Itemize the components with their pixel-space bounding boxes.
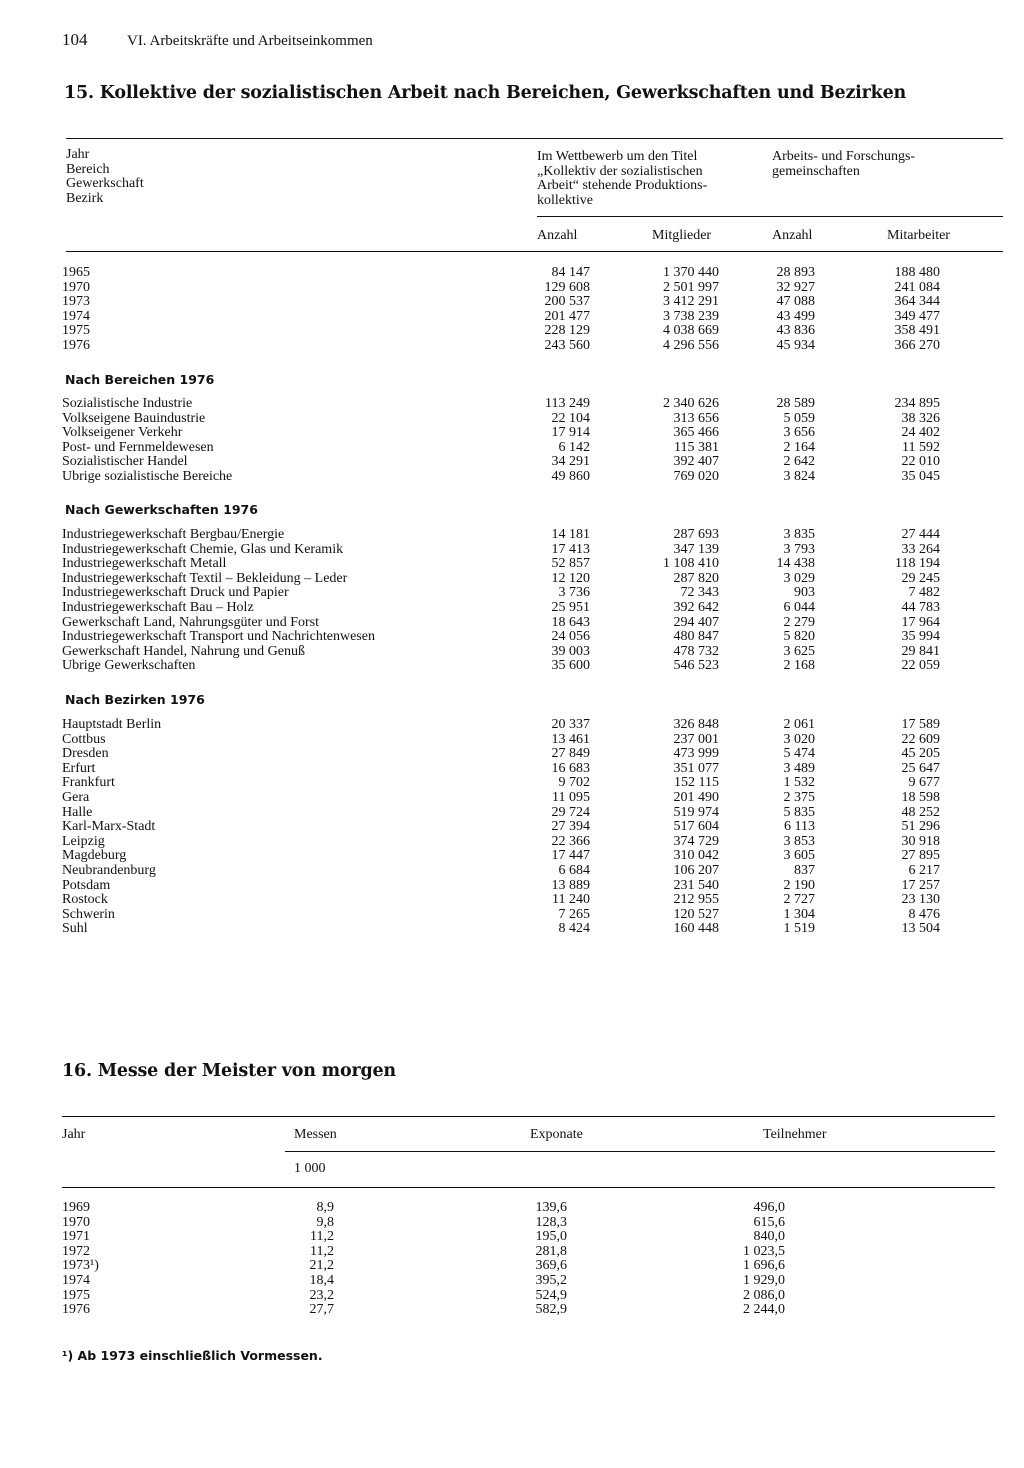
table-cell: 14 181	[551, 527, 590, 542]
table-row	[0, 310, 1024, 325]
row-label: Magdeburg	[62, 849, 127, 864]
table-cell: 5 474	[783, 746, 815, 762]
table-cell: 1 108 410	[663, 556, 719, 572]
col-head-anzahl-gemeinschaften: Anzahl	[772, 228, 813, 243]
table-cell: 43 499	[776, 308, 815, 324]
table-cell: 374 729	[673, 833, 719, 849]
table-cell: 44 783	[901, 600, 940, 615]
table-row	[0, 806, 1024, 821]
table-cell: 310 042	[673, 848, 719, 864]
table-cell: 769 020	[673, 469, 719, 484]
table-cell: 201 490	[673, 790, 719, 805]
table-cell: 3 020	[783, 731, 815, 747]
table-cell: 5 059	[783, 410, 815, 426]
table-cell: 22 104	[551, 410, 590, 426]
row-label: Gewerkschaft Land, Nahrungsgüter und Forst	[62, 615, 319, 630]
table-cell: 519 974	[673, 804, 719, 820]
table-cell: 546 523	[673, 658, 719, 674]
table-cell: 524,9	[535, 1287, 567, 1303]
table-16-unit: 1 000	[294, 1161, 326, 1176]
table-cell: 17 964	[901, 614, 940, 630]
table-cell: 2 164	[783, 439, 815, 455]
row-label: Schwerin	[62, 907, 115, 922]
table-cell: 22 010	[901, 454, 940, 470]
table-cell: 392 642	[673, 600, 719, 615]
table-cell: 3 835	[783, 527, 815, 542]
table-cell: 11 592	[902, 439, 940, 455]
table-cell: 903	[794, 585, 815, 601]
table-cell: 478 732	[673, 643, 719, 659]
table-cell: 351 077	[673, 760, 719, 776]
table-row	[0, 426, 1024, 441]
row-label: Hauptstadt Berlin	[62, 718, 162, 732]
row-label: 1974	[62, 309, 90, 324]
row-label: Neubrandenburg	[62, 864, 156, 878]
table-cell: 22 366	[551, 833, 590, 849]
table-cell: 5 835	[783, 804, 815, 820]
table-cell: 3 824	[783, 469, 815, 484]
table-cell: 241 084	[894, 279, 940, 295]
table-cell: 115 381	[674, 439, 719, 455]
row-label: Übrige sozialistische Bereiche	[62, 470, 233, 484]
table-cell: 3 656	[783, 425, 815, 441]
table-cell: 6 142	[558, 439, 590, 455]
table-cell: 195,0	[535, 1229, 567, 1245]
table-row	[0, 470, 1024, 485]
row-label: Erfurt	[62, 761, 96, 776]
table-cell: 118 194	[895, 556, 940, 572]
table-cell: 106 207	[673, 863, 719, 878]
table-cell: 1 023,5	[743, 1243, 785, 1259]
group-head-line: Im Wettbewerb um den Titel	[537, 149, 698, 164]
table-row	[0, 543, 1024, 558]
table-cell: 294 407	[673, 614, 719, 630]
table-row	[0, 397, 1024, 412]
table-cell: 1 370 440	[663, 265, 719, 280]
section-heading-bereiche: Nach Bereichen 1976	[65, 372, 215, 387]
table-row	[0, 572, 1024, 587]
table-cell: 2 168	[783, 658, 815, 674]
table-cell: 72 343	[680, 585, 719, 601]
table-cell: 7 265	[558, 906, 590, 922]
col-head-mitglieder: Mitglieder	[652, 228, 712, 243]
table-cell: 11,2	[310, 1229, 334, 1245]
table-cell: 2 340 626	[663, 396, 719, 411]
table-15-group-head-gemeinschaften	[772, 150, 915, 179]
row-label: Cottbus	[62, 732, 106, 747]
table-cell: 1 696,6	[743, 1258, 785, 1274]
table-cell: 23,2	[309, 1287, 334, 1303]
table-row	[0, 908, 1024, 923]
table-cell: 287 820	[673, 570, 719, 586]
row-label: Gewerkschaft Handel, Nahrung und Genuß	[62, 644, 305, 659]
table-cell: 45 205	[901, 746, 940, 762]
row-label: 1975	[62, 1288, 90, 1303]
table-row	[0, 733, 1024, 748]
table-row	[0, 718, 1024, 733]
table-cell: 3 793	[783, 541, 815, 557]
row-label: Industriegewerkschaft Transport und Nachrichtenwesen	[62, 630, 375, 645]
table-row	[0, 1230, 1024, 1245]
table-row	[0, 557, 1024, 572]
table-cell: 43 836	[776, 323, 815, 339]
table-cell: 3 736	[558, 585, 590, 601]
table-cell: 6 684	[558, 863, 590, 878]
table-cell: 28 893	[776, 265, 815, 280]
table-cell: 517 604	[673, 819, 719, 835]
table-cell: 113 249	[545, 396, 590, 411]
table-cell: 243 560	[544, 338, 590, 353]
table-15-group-head-kollektive	[537, 150, 707, 208]
table-cell: 615,6	[753, 1214, 785, 1230]
table-cell: 27 394	[551, 819, 590, 835]
table-cell: 2 501 997	[663, 279, 719, 295]
table-cell: 13 461	[551, 731, 590, 747]
table-cell: 473 999	[673, 746, 719, 762]
table-row	[0, 1216, 1024, 1231]
group-head-line: „Kollektiv der sozialistischen	[537, 163, 703, 179]
table-row	[0, 1259, 1024, 1274]
row-label: 1974	[62, 1274, 90, 1288]
table-cell: 33 264	[901, 541, 940, 557]
table-cell: 24 056	[551, 629, 590, 645]
table-cell: 84 147	[551, 265, 590, 280]
row-label: Leipzig	[62, 834, 105, 849]
table-cell: 3 489	[783, 760, 815, 776]
table-cell: 129 608	[544, 279, 590, 295]
row-label: Übrige Gewerkschaften	[62, 659, 196, 674]
stub-head-line: Bezirk	[66, 190, 104, 206]
table-row	[0, 295, 1024, 310]
table-cell: 17 413	[551, 541, 590, 557]
table-cell: 349 477	[894, 308, 940, 324]
table-row	[0, 266, 1024, 281]
table-cell: 22 059	[901, 658, 940, 674]
table-cell: 8 476	[908, 906, 940, 922]
row-label: 1970	[62, 280, 90, 295]
table-row	[0, 791, 1024, 806]
table-cell: 8,9	[316, 1200, 334, 1215]
table-row	[0, 1201, 1024, 1216]
table-cell: 49 860	[551, 469, 590, 484]
table-cell: 281,8	[535, 1243, 567, 1259]
table-15-top-rule	[66, 138, 1003, 139]
table-cell: 27,7	[309, 1302, 334, 1318]
table-cell: 48 252	[901, 804, 940, 820]
table-row	[0, 879, 1024, 894]
table-row	[0, 601, 1024, 616]
running-header	[62, 30, 373, 50]
table-cell: 237 001	[673, 731, 719, 747]
table-row	[0, 864, 1024, 879]
row-label: Potsdam	[62, 878, 111, 893]
row-label: 1976	[62, 1303, 90, 1318]
table-cell: 392 407	[673, 454, 719, 470]
row-label: 1969	[62, 1201, 90, 1215]
table-cell: 228 129	[544, 323, 590, 339]
row-label: Karl-Marx-Stadt	[62, 820, 156, 835]
row-label: 1970	[62, 1215, 90, 1230]
table-cell: 6 217	[908, 863, 940, 878]
table-row	[0, 849, 1024, 864]
table-cell: 18,4	[309, 1273, 334, 1288]
table-cell: 27 444	[901, 527, 940, 542]
table-cell: 18 598	[901, 790, 940, 805]
table-row	[0, 339, 1024, 354]
row-label: Rostock	[62, 893, 108, 908]
table-cell: 2 375	[783, 790, 815, 805]
row-label: Frankfurt	[62, 776, 115, 791]
group-head-line: Arbeit“ stehende Produktions-	[537, 178, 708, 193]
table-cell: 9 677	[908, 775, 940, 791]
table-cell: 20 337	[551, 717, 590, 732]
stub-head-line: Gewerkschaft	[66, 176, 144, 191]
table-row	[0, 645, 1024, 660]
table-16-header-rule	[62, 1187, 995, 1188]
table-cell: 480 847	[673, 629, 719, 645]
row-label: Post- und Fernmeldewesen	[62, 440, 214, 455]
col-head-messen: Messen	[294, 1127, 337, 1142]
col-head-teilnehmer: Teilnehmer	[763, 1127, 827, 1142]
table-row	[0, 1245, 1024, 1260]
group-head-line: gemeinschaften	[772, 163, 860, 179]
row-label: Volkseigene Bauindustrie	[62, 411, 206, 426]
table-cell: 6 044	[783, 600, 815, 615]
table-cell: 14 438	[776, 556, 815, 572]
table-cell: 364 344	[894, 294, 940, 310]
table-cell: 2 727	[783, 892, 815, 908]
table-15-group-rule	[537, 216, 1003, 217]
group-head-line: Arbeits- und Forschungs-	[772, 149, 916, 164]
table-cell: 51 296	[901, 819, 940, 835]
table-cell: 3 605	[783, 848, 815, 864]
table-cell: 366 270	[894, 338, 940, 353]
table-cell: 212 955	[673, 892, 719, 908]
table-cell: 1 929,0	[743, 1273, 785, 1288]
row-label: 1973¹)	[62, 1259, 99, 1274]
table-cell: 3 412 291	[663, 294, 719, 310]
table-cell: 13 504	[901, 921, 940, 937]
table-cell: 4 038 669	[663, 323, 719, 339]
row-label: Suhl	[62, 922, 88, 937]
table-row	[0, 586, 1024, 601]
table-cell: 34 291	[551, 454, 590, 470]
table-16-stub-head: Jahr	[62, 1127, 86, 1142]
row-label: Industriegewerkschaft Bau – Holz	[62, 601, 254, 615]
table-cell: 120 527	[673, 906, 719, 922]
table-row	[0, 630, 1024, 645]
row-label: Volkseigener Verkehr	[62, 426, 183, 441]
section-heading-gewerkschaften: Nach Gewerkschaften 1976	[65, 502, 258, 517]
row-label: Industriegewerkschaft Bergbau/Energie	[62, 528, 285, 542]
table-cell: 358 491	[894, 323, 940, 339]
stub-head-line: Bereich	[66, 161, 110, 177]
table-cell: 39 003	[551, 643, 590, 659]
table-cell: 35 045	[901, 469, 940, 484]
table-row	[0, 528, 1024, 543]
table-cell: 231 540	[673, 877, 719, 893]
row-label: Sozialistische Industrie	[62, 397, 193, 411]
table-cell: 201 477	[544, 308, 590, 324]
table-cell: 8 424	[558, 921, 590, 937]
table-15-header-rule	[66, 251, 1003, 252]
table-cell: 2 086,0	[743, 1287, 785, 1303]
table-16-top-rule	[62, 1116, 995, 1117]
table-cell: 16 683	[551, 760, 590, 776]
table-row	[0, 835, 1024, 850]
table-cell: 3 625	[783, 643, 815, 659]
table-cell: 2 279	[783, 614, 815, 630]
col-head-exponate: Exponate	[530, 1127, 583, 1142]
table-16-title: 16. Messe der Meister von morgen	[62, 1061, 396, 1081]
table-cell: 326 848	[673, 717, 719, 732]
table-cell: 47 088	[776, 294, 815, 310]
table-cell: 29 841	[901, 643, 940, 659]
table-cell: 347 139	[673, 541, 719, 557]
row-label: Halle	[62, 805, 93, 820]
table-cell: 582,9	[535, 1302, 567, 1318]
table-cell: 200 537	[544, 294, 590, 310]
row-label: 1965	[62, 266, 90, 280]
col-head-mitarbeiter: Mitarbeiter	[887, 228, 950, 243]
table-cell: 837	[794, 863, 815, 878]
table-cell: 52 857	[551, 556, 590, 572]
row-label: Industriegewerkschaft Textil – Bekleidung – Leder	[62, 571, 348, 586]
table-cell: 13 889	[551, 877, 590, 893]
table-15-stub-head	[66, 148, 144, 206]
table-cell: 365 466	[673, 425, 719, 441]
row-label: 1976	[62, 339, 90, 353]
table-cell: 152 115	[674, 775, 719, 791]
group-head-line: kollektive	[537, 192, 593, 208]
row-label: Gera	[62, 791, 90, 805]
table-cell: 17 914	[551, 425, 590, 441]
table-cell: 25 951	[551, 600, 590, 615]
table-cell: 21,2	[309, 1258, 334, 1274]
table-row	[0, 893, 1024, 908]
table-cell: 1 519	[783, 921, 815, 937]
table-cell: 35 994	[901, 629, 940, 645]
table-cell: 32 927	[776, 279, 815, 295]
table-row	[0, 455, 1024, 470]
table-cell: 9 702	[558, 775, 590, 791]
table-cell: 234 895	[894, 396, 940, 411]
table-row	[0, 747, 1024, 762]
table-cell: 24 402	[901, 425, 940, 441]
table-cell: 22 609	[901, 731, 940, 747]
table-cell: 4 296 556	[663, 338, 719, 353]
table-cell: 5 820	[783, 629, 815, 645]
table-cell: 2 244,0	[743, 1302, 785, 1318]
row-label: 1972	[62, 1244, 90, 1259]
table-cell: 496,0	[753, 1200, 785, 1215]
table-cell: 188 480	[894, 265, 940, 280]
table-cell: 11 095	[552, 790, 590, 805]
table-cell: 35 600	[551, 658, 590, 674]
table-cell: 29 724	[551, 804, 590, 820]
table-cell: 30 918	[901, 833, 940, 849]
table-row	[0, 441, 1024, 456]
table-cell: 369,6	[535, 1258, 567, 1274]
table-cell: 128,3	[535, 1214, 567, 1230]
table-cell: 18 643	[551, 614, 590, 630]
row-label: Sozialistischer Handel	[62, 455, 188, 470]
table-cell: 27 849	[551, 746, 590, 762]
table-cell: 38 326	[901, 410, 940, 426]
table-cell: 160 448	[673, 921, 719, 937]
table-cell: 840,0	[753, 1229, 785, 1245]
row-label: 1975	[62, 324, 90, 339]
table-cell: 17 257	[901, 877, 940, 893]
table-cell: 11 240	[552, 892, 590, 908]
table-cell: 2 061	[783, 717, 815, 732]
table-cell: 9,8	[316, 1214, 334, 1230]
table-cell: 25 647	[901, 760, 940, 776]
table-cell: 7 482	[908, 585, 940, 601]
row-label: 1973	[62, 295, 90, 310]
table-cell: 17 589	[901, 717, 940, 732]
table-cell: 28 589	[776, 396, 815, 411]
row-label: Industriegewerkschaft Druck und Papier	[62, 586, 289, 601]
page-number: 104	[62, 30, 88, 49]
table-row	[0, 281, 1024, 296]
row-label: 1971	[62, 1230, 90, 1245]
table-cell: 17 447	[551, 848, 590, 864]
row-label: Industriegewerkschaft Metall	[62, 557, 227, 572]
table-cell: 2 190	[783, 877, 815, 893]
col-head-anzahl-kollektive: Anzahl	[537, 228, 578, 243]
table-row	[0, 1274, 1024, 1289]
table-cell: 3 029	[783, 570, 815, 586]
table-row	[0, 412, 1024, 427]
table-cell: 6 113	[784, 819, 815, 835]
row-label: Industriegewerkschaft Chemie, Glas und Keramik	[62, 542, 344, 557]
chapter-title: VI. Arbeitskräfte und Arbeitseinkommen	[126, 33, 373, 49]
table-cell: 3 738 239	[663, 308, 719, 324]
table-cell: 1 532	[783, 775, 815, 791]
table-row	[0, 616, 1024, 631]
table-row	[0, 324, 1024, 339]
table-cell: 395,2	[535, 1273, 567, 1288]
table-15-title: 15. Kollektive der sozialistischen Arbeit nach Bereichen, Gewerkschaften und Bezirken	[64, 83, 907, 103]
table-cell: 287 693	[673, 527, 719, 542]
table-row	[0, 776, 1024, 791]
table-cell: 3 853	[783, 833, 815, 849]
table-cell: 27 895	[901, 848, 940, 864]
table-row	[0, 1289, 1024, 1304]
table-row	[0, 1303, 1024, 1318]
table-cell: 12 120	[551, 570, 590, 586]
table-cell: 11,2	[310, 1243, 334, 1259]
table-cell: 45 934	[776, 338, 815, 353]
table-cell: 2 642	[783, 454, 815, 470]
table-row	[0, 820, 1024, 835]
table-cell: 139,6	[535, 1200, 567, 1215]
section-heading-bezirke: Nach Bezirken 1976	[65, 692, 205, 707]
table-row	[0, 922, 1024, 937]
stub-head-line: Jahr	[66, 147, 90, 162]
table-row	[0, 659, 1024, 674]
table-cell: 29 245	[901, 570, 940, 586]
table-cell: 23 130	[901, 892, 940, 908]
table-cell: 313 656	[673, 410, 719, 426]
table-row	[0, 762, 1024, 777]
footnote: ¹) Ab 1973 einschließlich Vormessen.	[62, 1348, 323, 1363]
table-16-unit-rule	[285, 1151, 995, 1152]
table-cell: 1 304	[783, 906, 815, 922]
row-label: Dresden	[62, 747, 109, 762]
